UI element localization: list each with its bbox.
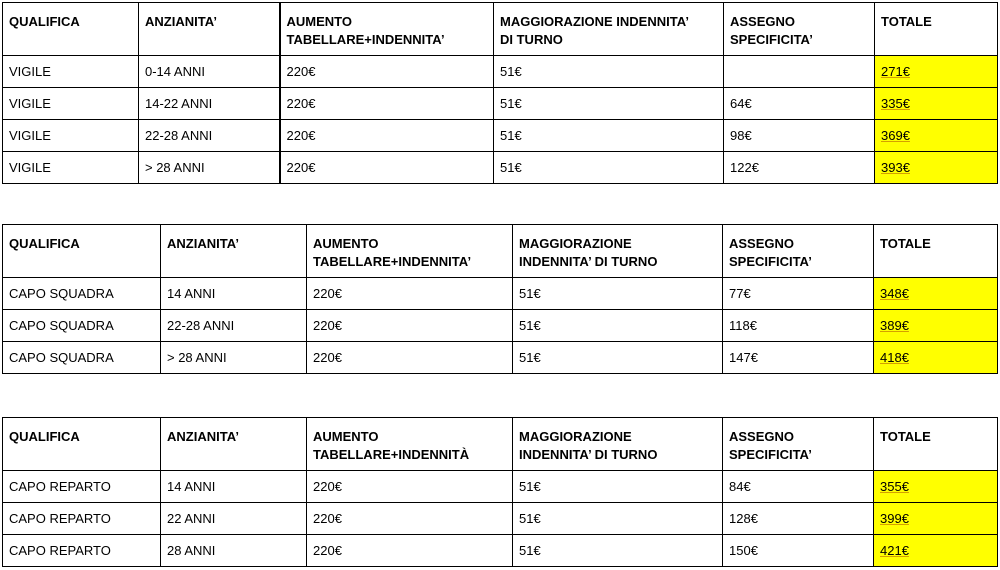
cell-value: 147€ [729, 350, 758, 365]
cell-value: 51€ [519, 543, 541, 558]
cell-value: 98€ [730, 128, 752, 143]
cell-value: 28 ANNI [167, 543, 216, 558]
cell-totale [874, 278, 998, 310]
cell-maggiorazione [513, 342, 723, 374]
cell-value: 220€ [313, 286, 342, 301]
cell-value: 64€ [730, 96, 752, 111]
header-line: TABELLARE+INDENNITA’ [313, 254, 472, 269]
cell-value: 51€ [519, 318, 541, 333]
header-line: QUALIFICA [9, 429, 80, 444]
cell-assegno [724, 120, 875, 152]
table-row [3, 342, 998, 374]
cell-value: 271€ [881, 64, 910, 79]
cell-value: 51€ [500, 64, 522, 79]
cell-qualifica [3, 120, 139, 152]
table-row [3, 120, 998, 152]
header-line: ASSEGNO [729, 429, 795, 444]
cell-value: 150€ [729, 543, 758, 558]
cell-aumento [280, 88, 494, 120]
header-line: ASSEGNO [730, 14, 796, 29]
table-body [3, 225, 998, 374]
cell-value: 369€ [881, 128, 910, 143]
cell-assegno [723, 471, 874, 503]
cell-value: 220€ [313, 318, 342, 333]
cell-anzianita [161, 278, 307, 310]
cell-aumento [307, 310, 513, 342]
cell-value: CAPO SQUADRA [9, 318, 114, 333]
cell-value: 335€ [881, 96, 910, 111]
cell-value: 22 ANNI [167, 511, 216, 526]
cell-maggiorazione [513, 310, 723, 342]
header-row [3, 418, 998, 471]
cell-qualifica [3, 56, 139, 88]
cell-value: 14-22 ANNI [145, 96, 213, 111]
header-line: QUALIFICA [9, 236, 80, 251]
header-aumento [280, 3, 494, 56]
header-line: MAGGIORAZIONE [519, 429, 632, 444]
header-line: AUMENTO [313, 236, 379, 251]
cell-anzianita [161, 471, 307, 503]
cell-qualifica [3, 278, 161, 310]
cell-assegno [724, 88, 875, 120]
cell-assegno [723, 342, 874, 374]
cell-anzianita [139, 88, 280, 120]
cell-aumento [307, 278, 513, 310]
header-totale [874, 225, 998, 278]
header-row [3, 3, 998, 56]
cell-aumento [307, 503, 513, 535]
cell-value: 418€ [880, 350, 909, 365]
cell-value: CAPO SQUADRA [9, 286, 114, 301]
cell-value: VIGILE [9, 64, 51, 79]
cell-assegno [724, 56, 875, 88]
cell-anzianita [161, 342, 307, 374]
header-line: TABELLARE+INDENNITA’ [286, 32, 445, 47]
cell-value: VIGILE [9, 160, 51, 175]
cell-maggiorazione [513, 471, 723, 503]
cell-anzianita [139, 56, 280, 88]
cell-value: 51€ [519, 286, 541, 301]
cell-value: > 28 ANNI [167, 350, 227, 365]
cell-anzianita [161, 503, 307, 535]
table-row [3, 56, 998, 88]
header-qualifica [3, 3, 139, 56]
cell-value: 128€ [729, 511, 758, 526]
header-assegno [723, 418, 874, 471]
cell-value: 51€ [500, 160, 522, 175]
cell-maggiorazione [513, 503, 723, 535]
cell-value: 118€ [729, 318, 757, 333]
cell-assegno [723, 535, 874, 567]
header-line: MAGGIORAZIONE [519, 236, 632, 251]
cell-value: 14 ANNI [167, 479, 216, 494]
cell-value: 51€ [500, 96, 522, 111]
cell-value: 22-28 ANNI [145, 128, 213, 143]
header-line: TOTALE [881, 14, 932, 29]
cell-value: 51€ [519, 350, 541, 365]
cell-value: 389€ [880, 318, 909, 333]
cell-totale [874, 342, 998, 374]
header-line: QUALIFICA [9, 14, 80, 29]
header-maggiorazione [513, 225, 723, 278]
cell-assegno [723, 503, 874, 535]
cell-value: 0-14 ANNI [145, 64, 205, 79]
cell-value: VIGILE [9, 128, 51, 143]
header-totale [874, 418, 998, 471]
cell-value: 399€ [880, 511, 909, 526]
cell-totale [875, 120, 998, 152]
header-line: TOTALE [880, 429, 931, 444]
cell-qualifica [3, 471, 161, 503]
cell-value: 220€ [286, 64, 316, 79]
table-body [3, 3, 998, 184]
cell-value: 122€ [730, 160, 759, 175]
table-capo-reparto [2, 417, 998, 567]
header-line: TOTALE [880, 236, 931, 251]
cell-value: 51€ [519, 479, 541, 494]
cell-qualifica [3, 310, 161, 342]
cell-value: 220€ [313, 511, 342, 526]
header-line: ANZIANITA’ [167, 429, 239, 444]
cell-anzianita [161, 535, 307, 567]
header-line: AUMENTO [313, 429, 379, 444]
table-row [3, 152, 998, 184]
header-line: ASSEGNO [729, 236, 795, 251]
cell-anzianita [139, 120, 280, 152]
cell-aumento [307, 471, 513, 503]
header-qualifica [3, 418, 161, 471]
header-line: INDENNITA’ DI TURNO [519, 447, 658, 462]
header-totale [875, 3, 998, 56]
cell-maggiorazione [494, 88, 724, 120]
header-assegno [723, 225, 874, 278]
table-row [3, 310, 998, 342]
cell-assegno [724, 152, 875, 184]
cell-value: 393€ [881, 160, 910, 175]
header-line: DI TURNO [500, 32, 563, 47]
cell-value: 220€ [313, 543, 342, 558]
cell-value: 220€ [286, 160, 316, 175]
cell-value: > 28 ANNI [145, 160, 205, 175]
table-vigile [2, 2, 998, 184]
table-body [3, 418, 998, 567]
cell-assegno [723, 278, 874, 310]
cell-totale [874, 535, 998, 567]
cell-value: CAPO REPARTO [9, 543, 111, 558]
header-line: TABELLARE+INDENNITÀ [313, 447, 470, 462]
header-line: SPECIFICITA’ [729, 254, 812, 269]
cell-qualifica [3, 152, 139, 184]
cell-value: 220€ [313, 350, 342, 365]
cell-value: 84€ [729, 479, 751, 494]
header-line: SPECIFICITA’ [730, 32, 813, 47]
header-line: AUMENTO [286, 14, 352, 29]
header-aumento [307, 225, 513, 278]
header-anzianita [161, 225, 307, 278]
header-qualifica [3, 225, 161, 278]
header-maggiorazione [513, 418, 723, 471]
cell-assegno [723, 310, 874, 342]
header-aumento [307, 418, 513, 471]
table-row [3, 278, 998, 310]
table-row [3, 535, 998, 567]
cell-totale [875, 88, 998, 120]
header-assegno [724, 3, 875, 56]
cell-value: 220€ [286, 96, 316, 111]
header-line: ANZIANITA’ [167, 236, 239, 251]
table-row [3, 503, 998, 535]
cell-value: CAPO REPARTO [9, 479, 111, 494]
header-anzianita [161, 418, 307, 471]
table-row [3, 471, 998, 503]
cell-maggiorazione [494, 120, 724, 152]
header-anzianita [139, 3, 280, 56]
header-line: INDENNITA’ DI TURNO [519, 254, 658, 269]
cell-value: 22-28 ANNI [167, 318, 235, 333]
cell-totale [874, 503, 998, 535]
cell-aumento [280, 56, 494, 88]
cell-totale [875, 56, 998, 88]
cell-qualifica [3, 503, 161, 535]
cell-totale [875, 152, 998, 184]
cell-value: 51€ [519, 511, 541, 526]
cell-totale [874, 471, 998, 503]
cell-aumento [280, 120, 494, 152]
cell-value: CAPO REPARTO [9, 511, 111, 526]
cell-value: 77€ [729, 286, 751, 301]
cell-value: 14 ANNI [167, 286, 216, 301]
cell-qualifica [3, 342, 161, 374]
header-line: MAGGIORAZIONE INDENNITA’ [500, 14, 689, 29]
header-maggiorazione [494, 3, 724, 56]
cell-aumento [280, 152, 494, 184]
cell-totale [874, 310, 998, 342]
cell-anzianita [139, 152, 280, 184]
table-capo-squadra [2, 224, 998, 374]
header-line: SPECIFICITA’ [729, 447, 812, 462]
cell-maggiorazione [494, 56, 724, 88]
cell-qualifica [3, 88, 139, 120]
cell-aumento [307, 342, 513, 374]
cell-aumento [307, 535, 513, 567]
header-line: ANZIANITA’ [145, 14, 217, 29]
cell-anzianita [161, 310, 307, 342]
cell-value: 421€ [880, 543, 909, 558]
cell-value: 355€ [880, 479, 909, 494]
header-row [3, 225, 998, 278]
cell-value: CAPO SQUADRA [9, 350, 114, 365]
cell-maggiorazione [494, 152, 724, 184]
cell-maggiorazione [513, 278, 723, 310]
table-row [3, 88, 998, 120]
cell-maggiorazione [513, 535, 723, 567]
cell-value: 51€ [500, 128, 522, 143]
cell-qualifica [3, 535, 161, 567]
cell-value: VIGILE [9, 96, 51, 111]
cell-value: 220€ [286, 128, 316, 143]
cell-value: 348€ [880, 286, 909, 301]
cell-value: 220€ [313, 479, 342, 494]
